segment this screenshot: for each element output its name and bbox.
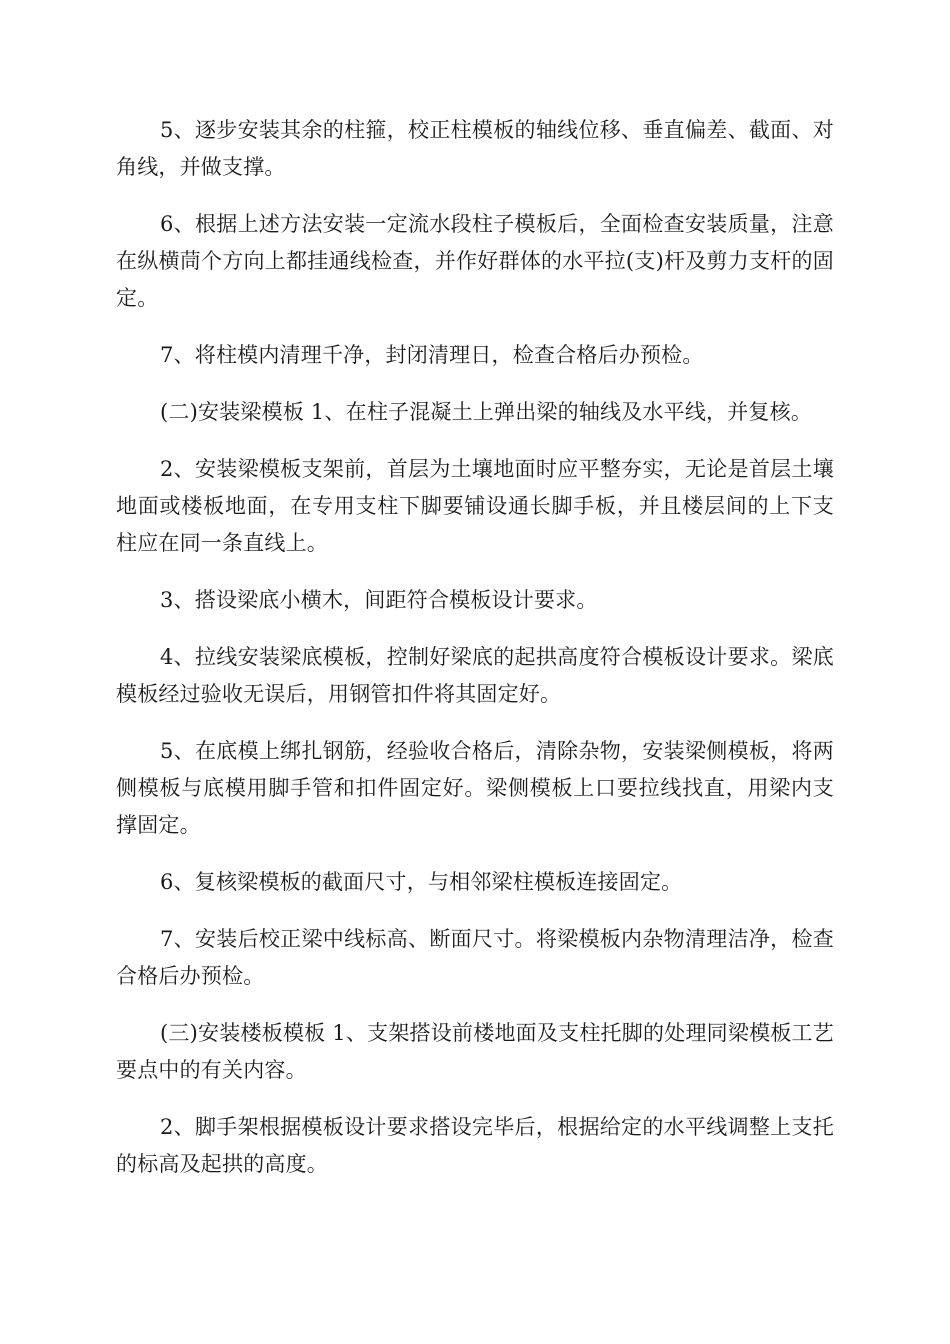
paragraph: 5、逐步安装其余的柱箍，校正柱模板的轴线位移、垂直偏差、截面、对角线，并做支撑。 (116, 118, 834, 179)
paragraph: 6、根据上述方法安装一定流水段柱子模板后，全面检查安装质量，注意在纵横茼个方向上都挂通线检查，并作好群体的水平拉(支)杆及剪力支杆的固定。 (116, 212, 834, 310)
paragraph: 4、拉线安装梁底模板，控制好梁底的起拱高度符合模板设计要求。梁底模板经过验收无误后，用钢管扣件将其固定好。 (116, 645, 834, 706)
paragraph: 7、将柱模内清理千净，封闭清理日，检查合格后办预检。 (160, 343, 704, 367)
paragraph: 5、在底模上绑扎钢筋，经验收合格后，清除杂物，安装梁侧模板，将两侧模板与底模用脚手管和扣件固定好。梁侧模板上口要拉线找直，用梁内支撑固定。 (116, 739, 834, 837)
document-body (116, 112, 834, 1203)
paragraph: 7、安装后校正梁中线标高、断面尺寸。将梁模板内杂物清理洁净，检查合格后办预检。 (116, 927, 834, 988)
paragraph: 2、安装梁模板支架前，首层为土壤地面时应平整夯实，无论是首层土壤地面或楼板地面，在专用支柱下脚要铺设通长脚手板，并且楼层间的上下支柱应在同一条直线上。 (116, 457, 834, 555)
paragraph: (二)安装梁模板 1、在柱子混凝土上弹出梁的轴线及水平线，并复核。 (160, 400, 813, 424)
paragraph: 6、复核梁模板的截面尺寸，与相邻梁柱模板连接固定。 (160, 870, 683, 894)
paragraph: 2、脚手架根据模板设计要求搭设完毕后，根据给定的水平线调整上支托的标高及起拱的高度。 (116, 1115, 834, 1176)
paragraph: 3、搭设梁底小横木，间距符合模板设计要求。 (160, 588, 598, 612)
paragraph: (三)安装楼板模板 1、支架搭设前楼地面及支柱托脚的处理同梁模板工艺要点中的有关内容。 (116, 1021, 834, 1082)
